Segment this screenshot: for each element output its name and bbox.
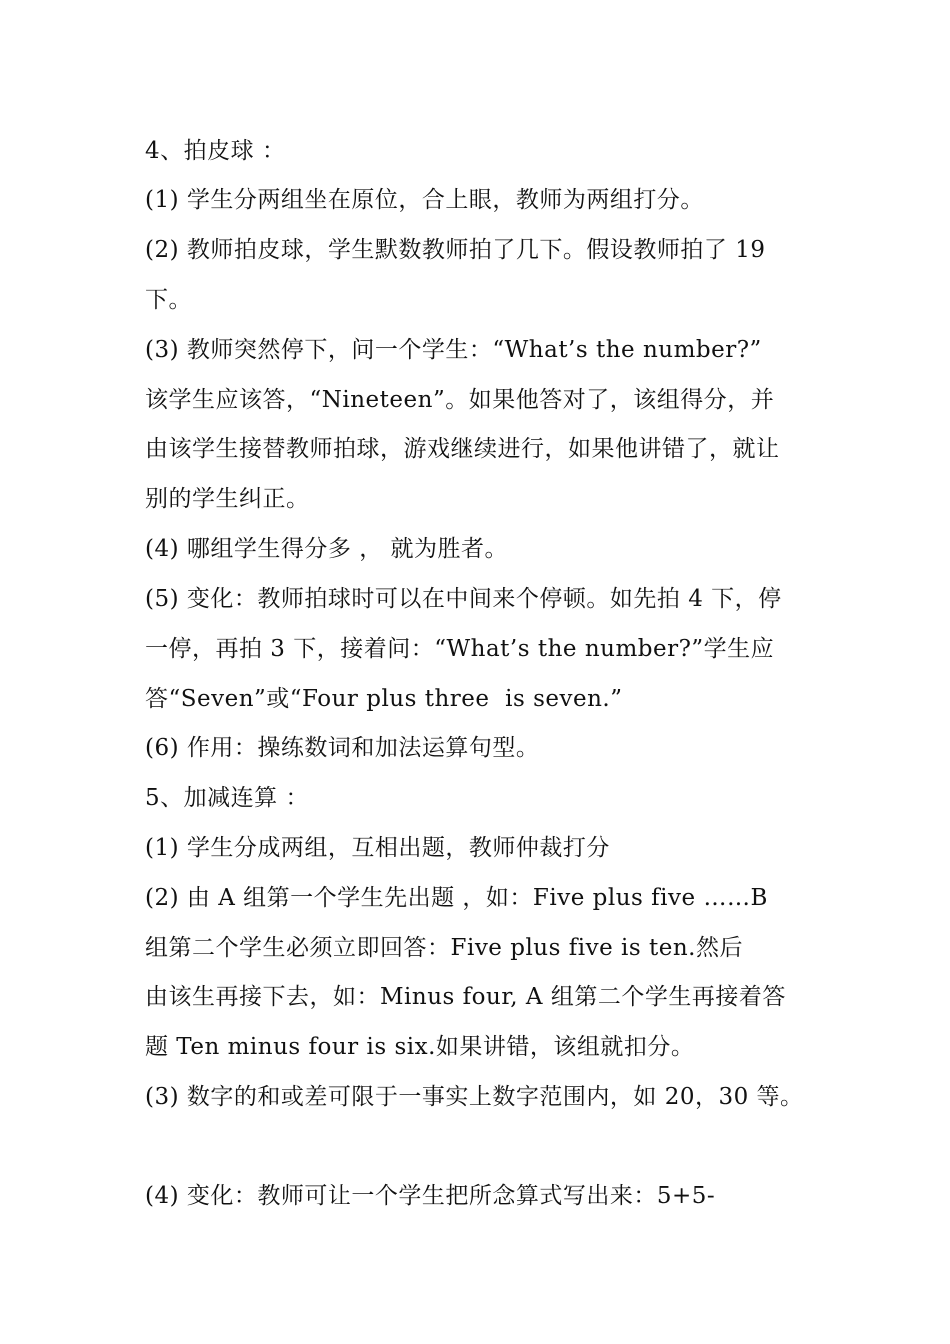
paragraph-line: 一停，再拍 3 下，接着问：“What’s the number?”学生应 [145, 636, 775, 662]
paragraph-line: 答“Seven”或“Four plus three is seven.” [145, 686, 623, 712]
paragraph-line: (1) 学生分两组坐在原位，合上眼，教师为两组打分。 [145, 187, 704, 213]
paragraph-line: (4) 变化：教师可让一个学生把所念算式写出来：5+5- [145, 1183, 716, 1209]
section-heading-4: 4、拍皮球 ： [145, 138, 286, 164]
paragraph-line: (4) 哪组学生得分多 ， 就为胜者。 [145, 536, 509, 562]
paragraph-line: (3) 数字的和或差可限于一事实上数字范围内，如 20，30 等。 [145, 1084, 804, 1110]
paragraph-line: 下。 [145, 287, 192, 313]
paragraph-line: (1) 学生分成两组，互相出题，教师仲裁打分 [145, 835, 610, 861]
paragraph-line: 别的学生纠正。 [145, 486, 310, 512]
paragraph-line: (5) 变化：教师拍球时可以在中间来个停顿。如先拍 4 下，停 [145, 586, 782, 612]
section-heading-5: 5、加减连算 ： [145, 785, 309, 811]
paragraph-line: (2) 由 A 组第一个学生先出题 ，如：Five plus five ……B [145, 885, 768, 911]
paragraph-line: 由该学生接替教师拍球，游戏继续进行，如果他讲错了，就让 [145, 436, 780, 462]
paragraph-line: (3) 教师突然停下，问一个学生：“What’s the number?” [145, 337, 762, 363]
paragraph-line: (2) 教师拍皮球，学生默数教师拍了几下。假设教师拍了 19 [145, 237, 766, 263]
paragraph-line: 组第二个学生必须立即回答：Five plus five is ten.然后 [145, 935, 743, 961]
paragraph-line: 题 Ten minus four is six.如果讲错，该组就扣分。 [145, 1034, 695, 1060]
paragraph-line: (6) 作用：操练数词和加法运算句型。 [145, 735, 540, 761]
paragraph-line: 该学生应该答，“Nineteen”。如果他答对了，该组得分，并 [145, 387, 775, 413]
paragraph-line: 由该生再接下去，如：Minus four, A 组第二个学生再接着答 [145, 984, 786, 1010]
